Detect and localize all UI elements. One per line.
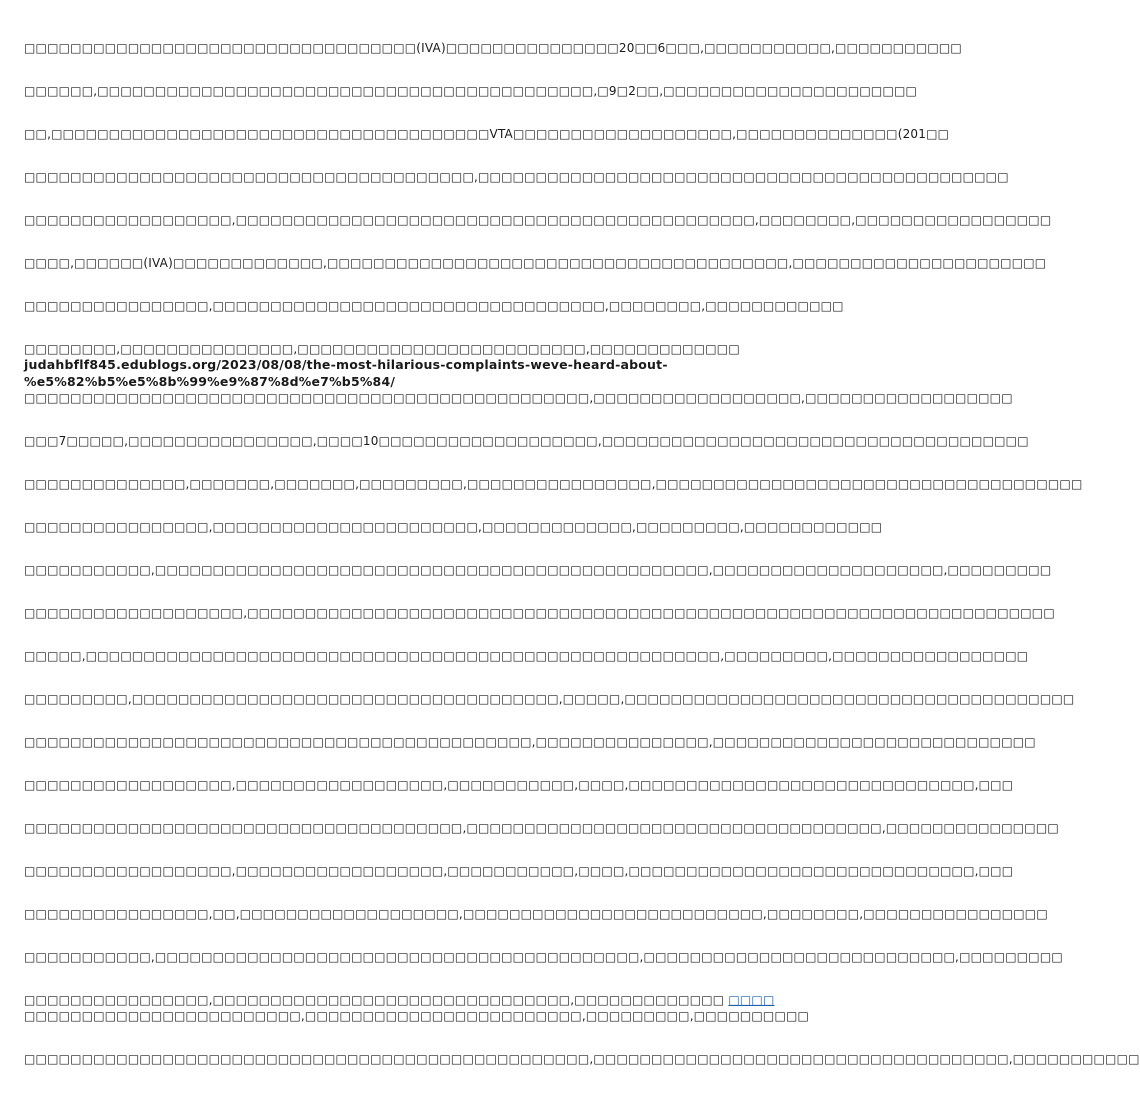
paragraph-20: □□□□□□□□□□□,□□□□□□□□□□□□□□□□□□□□□□□□□□□□□□□□□□□□□□□□□□,□□□□□□□□□□□□□□□□□□□□□□□□□□□,□□□□□□□□□	[24, 950, 1063, 964]
paragraph-5: □□□□□□□□□□□□□□□□□□,□□□□□□□□□□□□□□□□□□□□□□□□□□□□□□□□□□□□□□□□□□□□□,□□□□□□□□,□□□□□□□□□□□□□□□□□	[24, 213, 1052, 227]
paragraph-last: □□□□□□□□□□□□□□□□□□□□□□□□□□□□□□□□□□□□□□□□□□□□□□□□□,□□□□□□□□□□□□□□□□□□□□□□□□□□□□□□□□□□□□,□□□□□□□□□□□	[24, 1052, 1140, 1066]
inline-link[interactable]: □□□□	[728, 993, 775, 1007]
paragraph-13: □□□□□,□□□□□□□□□□□□□□□□□□□□□□□□□□□□□□□□□□□□□□□□□□□□□□□□□□□□□□□,□□□□□□□□□,□□□□□□□□□□□□□□□□□	[24, 649, 1029, 663]
final-link-paragraph	[24, 992, 810, 1024]
link-paragraph-intro: □□□□□□□□,□□□□□□□□□□□□□□□,□□□□□□□□□□□□□□□□□□□□□□□□□,□□□□□□□□□□□□□	[24, 342, 740, 356]
link-paragraph-body: □□□□□□□□□□□□□□□□□□□□□□□□□□□□□□□□□□□□□□□□□□□□□□□□□,□□□□□□□□□□□□□□□□□□,□□□□□□□□□□□□□□□□□□	[24, 391, 1013, 405]
link-paragraph	[24, 341, 1013, 406]
paragraph-17: □□□□□□□□□□□□□□□□□□□□□□□□□□□□□□□□□□□□□□,□□□□□□□□□□□□□□□□□□□□□□□□□□□□□□□□□□□□,□□□□□□□□□□□□□□□	[24, 821, 1059, 835]
paragraph-11: □□□□□□□□□□□,□□□□□□□□□□□□□□□□□□□□□□□□□□□□□□□□□□□□□□□□□□□□□□□□,□□□□□□□□□□□□□□□□□□□□,□□□□□□□□□	[24, 563, 1052, 577]
paragraph-19: □□□□□□□□□□□□□□□□,□□,□□□□□□□□□□□□□□□□□□□,□□□□□□□□□□□□□□□□□□□□□□□□□□,□□□□□□□□,□□□□□□□□□□□□□□□□	[24, 907, 1048, 921]
final-paragraph-line	[24, 992, 775, 1008]
paragraph-7: □□□□□□□□□□□□□□□□,□□□□□□□□□□□□□□□□□□□□□□□□□□□□□□□□□□,□□□□□□□□,□□□□□□□□□□□□	[24, 299, 844, 313]
paragraph-10: □□□□□□□□□□□□□□□□,□□□□□□□□□□□□□□□□□□□□□□□,□□□□□□□□□□□□□,□□□□□□□□□,□□□□□□□□□□□□	[24, 520, 883, 534]
paragraph-1: □□□□□□□□□□□□□□□□□□□□□□□□□□□□□□□□□□(IVA)□□□□□□□□□□□□□□□20□□6□□□,□□□□□□□□□□□,□□□□□□□□□□□	[24, 41, 962, 55]
paragraph-8: □□□7□□□□□,□□□□□□□□□□□□□□□□,□□□□10□□□□□□□□□□□□□□□□□□□,□□□□□□□□□□□□□□□□□□□□□□□□□□□□□□□□□□□□□	[24, 434, 1029, 448]
paragraph-16: □□□□□□□□□□□□□□□□□□,□□□□□□□□□□□□□□□□□□,□□□□□□□□□□□,□□□□,□□□□□□□□□□□□□□□□□□□□□□□□□□□□□□,□□□	[24, 778, 1014, 792]
paragraph-4: □□□□□□□□□□□□□□□□□□□□□□□□□□□□□□□□□□□□□□□,□□□□□□□□□□□□□□□□□□□□□□□□□□□□□□□□□□□□□□□□□□□□□□	[24, 170, 1009, 184]
paragraph-6: □□□□,□□□□□□(IVA)□□□□□□□□□□□□□,□□□□□□□□□□□□□□□□□□□□□□□□□□□□□□□□□□□□□□□□,□□□□□□□□□□□□□□□□□□□□□□	[24, 256, 1047, 270]
paragraph-12: □□□□□□□□□□□□□□□□□□□,□□□□□□□□□□□□□□□□□□□□□□□□□□□□□□□□□□□□□□□□□□□□□□□□□□□□□□□□□□□□□□□□□□□□□□	[24, 606, 1055, 620]
reference-url: judahbflf845.edublogs.org/2023/08/08/the-most-hilarious-complaints-weve-heard-about-	[24, 357, 668, 372]
paragraph-18: □□□□□□□□□□□□□□□□□□,□□□□□□□□□□□□□□□□□□,□□□□□□□□□□□,□□□□,□□□□□□□□□□□□□□□□□□□□□□□□□□□□□□,□□□	[24, 864, 1014, 878]
final-paragraph-intro: □□□□□□□□□□□□□□□□,□□□□□□□□□□□□□□□□□□□□□□□□□□□□□□□,□□□□□□□□□□□□□	[24, 993, 725, 1007]
paragraph-14: □□□□□□□□□,□□□□□□□□□□□□□□□□□□□□□□□□□□□□□□□□□□□□□,□□□□□,□□□□□□□□□□□□□□□□□□□□□□□□□□□□□□□□□□□□□□□	[24, 692, 1075, 706]
paragraph-15: □□□□□□□□□□□□□□□□□□□□□□□□□□□□□□□□□□□□□□□□□□□□,□□□□□□□□□□□□□□□,□□□□□□□□□□□□□□□□□□□□□□□□□□□□	[24, 735, 1036, 749]
paragraph-9: □□□□□□□□□□□□□□,□□□□□□□,□□□□□□□,□□□□□□□□□,□□□□□□□□□□□□□□□□,□□□□□□□□□□□□□□□□□□□□□□□□□□□□□□□□□□□□□	[24, 477, 1083, 491]
paragraph-3: □□,□□□□□□□□□□□□□□□□□□□□□□□□□□□□□□□□□□□□□□VTA□□□□□□□□□□□□□□□□□□□,□□□□□□□□□□□□□□(201□□	[24, 127, 950, 141]
paragraph-2: □□□□□□,□□□□□□□□□□□□□□□□□□□□□□□□□□□□□□□□□□□□□□□□□□□,□9□2□□,□□□□□□□□□□□□□□□□□□□□□□	[24, 84, 918, 98]
reference-url-continued: %e5%82%b5%e5%8b%99%e9%87%8d%e7%b5%84/	[24, 373, 396, 389]
final-paragraph-body: □□□□□□□□□□□□□□□□□□□□□□□□,□□□□□□□□□□□□□□□□□□□□□□□□,□□□□□□□□□,□□□□□□□□□□	[24, 1009, 810, 1023]
article-body	[24, 40, 1140, 1094]
